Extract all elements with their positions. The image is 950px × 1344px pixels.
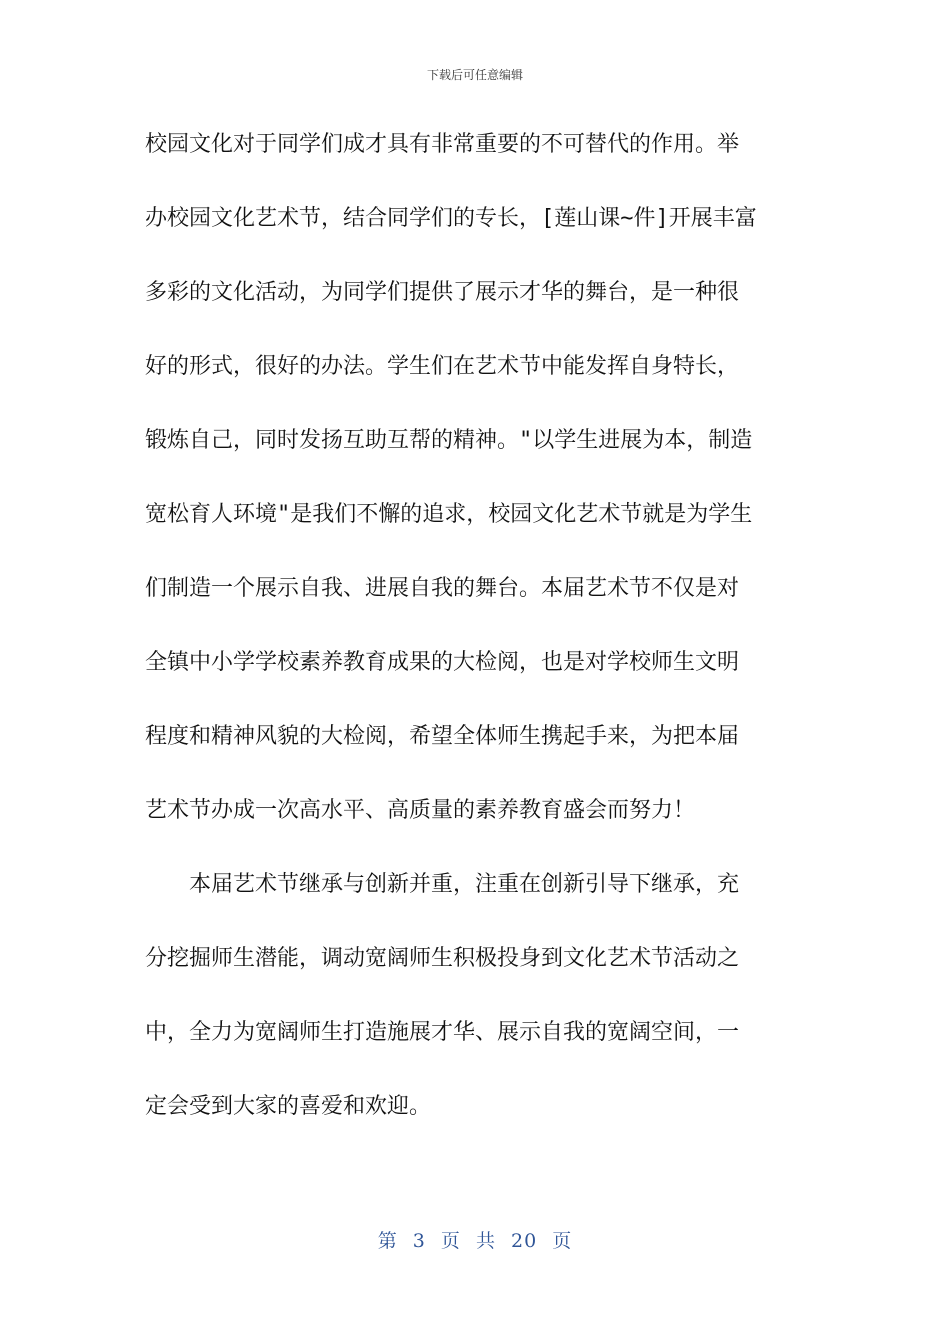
text-line: 们制造一个展示自我、进展自我的舞台。本届艺术节不仅是对	[145, 576, 740, 601]
text-line: 好的形式，很好的办法。学生们在艺术节中能发挥自身特长，	[145, 354, 740, 379]
footer-suffix: 页	[552, 1230, 573, 1252]
footer-prefix: 第	[377, 1230, 398, 1252]
text-line: 校园文化对于同学们成才具有非常重要的不可替代的作用。举	[145, 132, 740, 157]
text-line: 分挖掘师生潜能，调动宽阔师生积极投身到文化艺术节活动之	[145, 946, 740, 971]
text-line: 程度和精神风貌的大检阅，希望全体师生携起手来，为把本届	[145, 724, 740, 749]
page-number-footer	[0, 1226, 950, 1253]
text-line: 锻炼自己，同时发扬互助互帮的精神。"以学生进展为本，制造	[145, 428, 753, 453]
paragraph	[145, 118, 805, 858]
text-line: 定会受到大家的喜爱和欢迎。	[145, 1094, 432, 1119]
header-note: 下载后可任意编辑	[426, 68, 523, 82]
current-page-number: 3	[412, 1230, 426, 1252]
text-line: 艺术节办成一次高水平、高质量的素养教育盛会而努力！	[145, 798, 696, 823]
text-line: 本届艺术节继承与创新并重，注重在创新引导下继承，充	[145, 872, 740, 897]
text-line: 办校园文化艺术节，结合同学们的专长，[莲山课~件]开展丰富	[145, 206, 757, 231]
total-page-count: 20	[511, 1230, 538, 1252]
text-line: 宽松育人环境"是我们不懈的追求，校园文化艺术节就是为学生	[145, 502, 753, 527]
footer-page-word: 页	[440, 1230, 461, 1252]
paragraph	[145, 858, 805, 1154]
text-line: 全镇中小学学校素养教育成果的大检阅，也是对学校师生文明	[145, 650, 740, 675]
footer-total-word: 共	[475, 1230, 496, 1252]
text-line: 多彩的文化活动，为同学们提供了展示才华的舞台，是一种很	[145, 280, 740, 305]
text-line: 中，全力为宽阔师生打造施展才华、展示自我的宽阔空间，一	[145, 1020, 740, 1045]
body-text	[145, 118, 805, 1154]
